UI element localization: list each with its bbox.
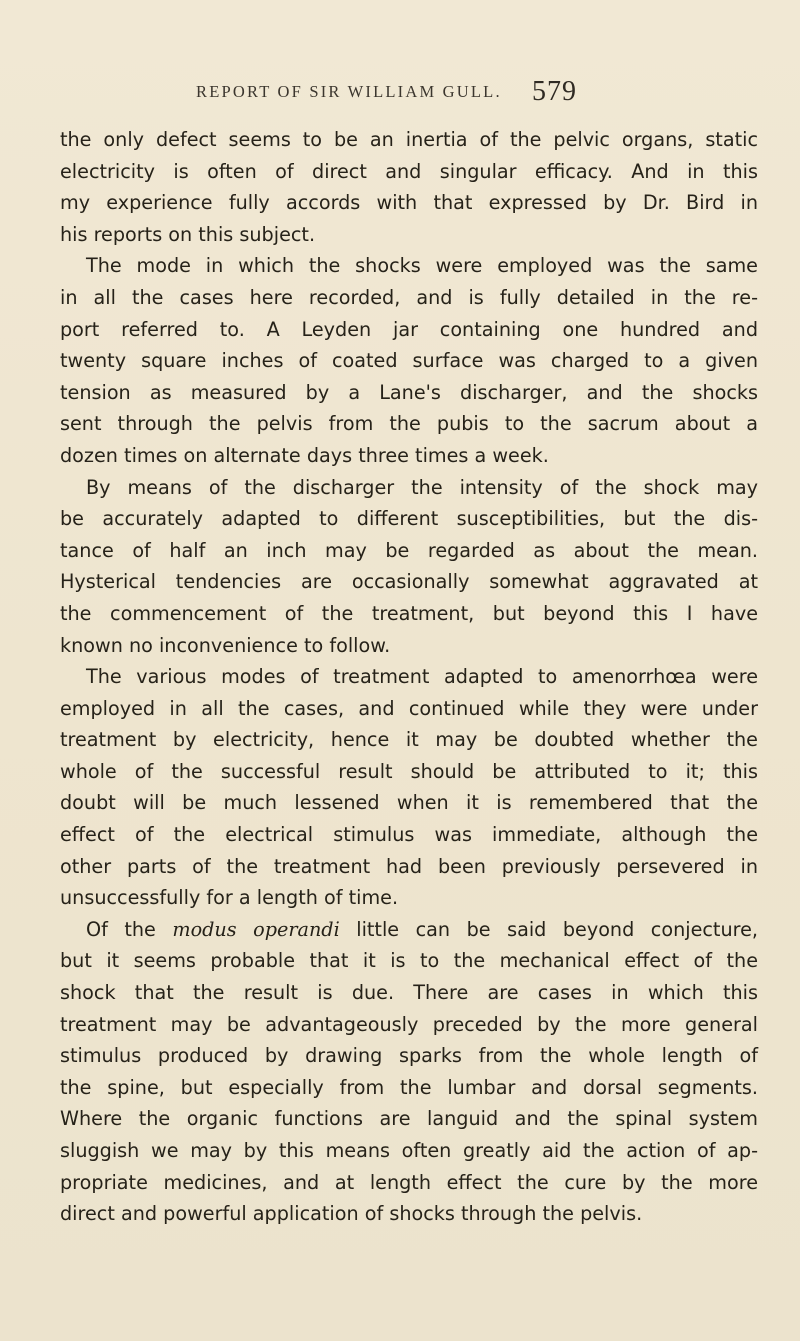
text-line: The various modes of treatment adapted to amenorrhœa were bbox=[86, 665, 758, 689]
text-line: Hysterical tendencies are occasionally somewhat aggravated at bbox=[60, 570, 758, 594]
text-line: The mode in which the shocks were employed was the same bbox=[86, 254, 758, 278]
text-fragment: little can be said beyond conjecture, bbox=[356, 917, 758, 941]
text-line: sluggish we may by this means often greatly aid the action of ap- bbox=[60, 1139, 758, 1162]
text-line: direct and powerful application of shocks through the pelvis. bbox=[60, 1202, 643, 1226]
text-line: the commencement of the treatment, but beyond this I have bbox=[60, 601, 758, 625]
text-line: the only defect seems to be an inertia of the pelvic organs, static bbox=[60, 128, 758, 151]
text-line: unsuccessfully for a length of time. bbox=[60, 886, 399, 910]
text-line: effect of the electrical stimulus was immediate, although the bbox=[60, 823, 758, 847]
text-line: electricity is often of direct and singular efficacy. And in this bbox=[60, 159, 758, 183]
text-line: By means of the discharger the intensity of the shock may bbox=[86, 475, 758, 499]
body-text bbox=[60, 124, 758, 1230]
text-line: other parts of the treatment had been previously persevered in bbox=[60, 854, 758, 878]
text-line: twenty square inches of coated surface was charged to a given bbox=[60, 349, 758, 373]
text-line: be accurately adapted to different susceptibilities, but the dis- bbox=[60, 507, 758, 531]
text-line: his reports on this subject. bbox=[60, 222, 316, 246]
text-line: whole of the successful result should be attributed to it; this bbox=[60, 759, 758, 783]
text-line-modus-operandi bbox=[60, 914, 758, 946]
text-line: the spine, but especially from the lumbar and dorsal segments. bbox=[60, 1075, 758, 1099]
text-line: tension as measured by a Lane's discharger, and the shocks bbox=[60, 380, 758, 404]
text-line: Where the organic functions are languid and the spinal system bbox=[60, 1107, 758, 1131]
text-line: doubt will be much lessened when it is remembered that the bbox=[60, 791, 758, 815]
text-line: my experience fully accords with that expressed by Dr. Bird in bbox=[60, 191, 758, 215]
page-number: 579 bbox=[532, 76, 577, 107]
text-line: tance of half an inch may be regarded as about the mean. bbox=[60, 538, 758, 562]
text-line: shock that the result is due. There are cases in which this bbox=[60, 981, 758, 1005]
text-line: treatment may be advantageously preceded by the more general bbox=[60, 1012, 758, 1036]
text-fragment: Of the bbox=[86, 917, 156, 941]
text-line: propriate medicines, and at length effect the cure by the more bbox=[60, 1170, 758, 1194]
italic-phrase: modus operandi bbox=[172, 917, 340, 941]
text-line: stimulus produced by drawing sparks from the whole length of bbox=[60, 1044, 758, 1068]
text-line: but it seems probable that it is to the mechanical effect of the bbox=[60, 949, 758, 973]
text-line: employed in all the cases, and continued while they were under bbox=[60, 696, 758, 720]
running-title: REPORT OF SIR WILLIAM GULL. bbox=[196, 82, 502, 101]
text-line: dozen times on alternate days three times a week. bbox=[60, 443, 549, 467]
running-head bbox=[196, 76, 696, 116]
text-line: sent through the pelvis from the pubis to the sacrum about a bbox=[60, 412, 758, 436]
text-line: in all the cases here recorded, and is fully detailed in the re- bbox=[60, 285, 758, 309]
text-line: treatment by electricity, hence it may be doubted whether the bbox=[60, 728, 758, 752]
text-line: port referred to. A Leyden jar containing one hundred and bbox=[60, 317, 758, 341]
text-line: known no inconvenience to follow. bbox=[60, 633, 391, 657]
